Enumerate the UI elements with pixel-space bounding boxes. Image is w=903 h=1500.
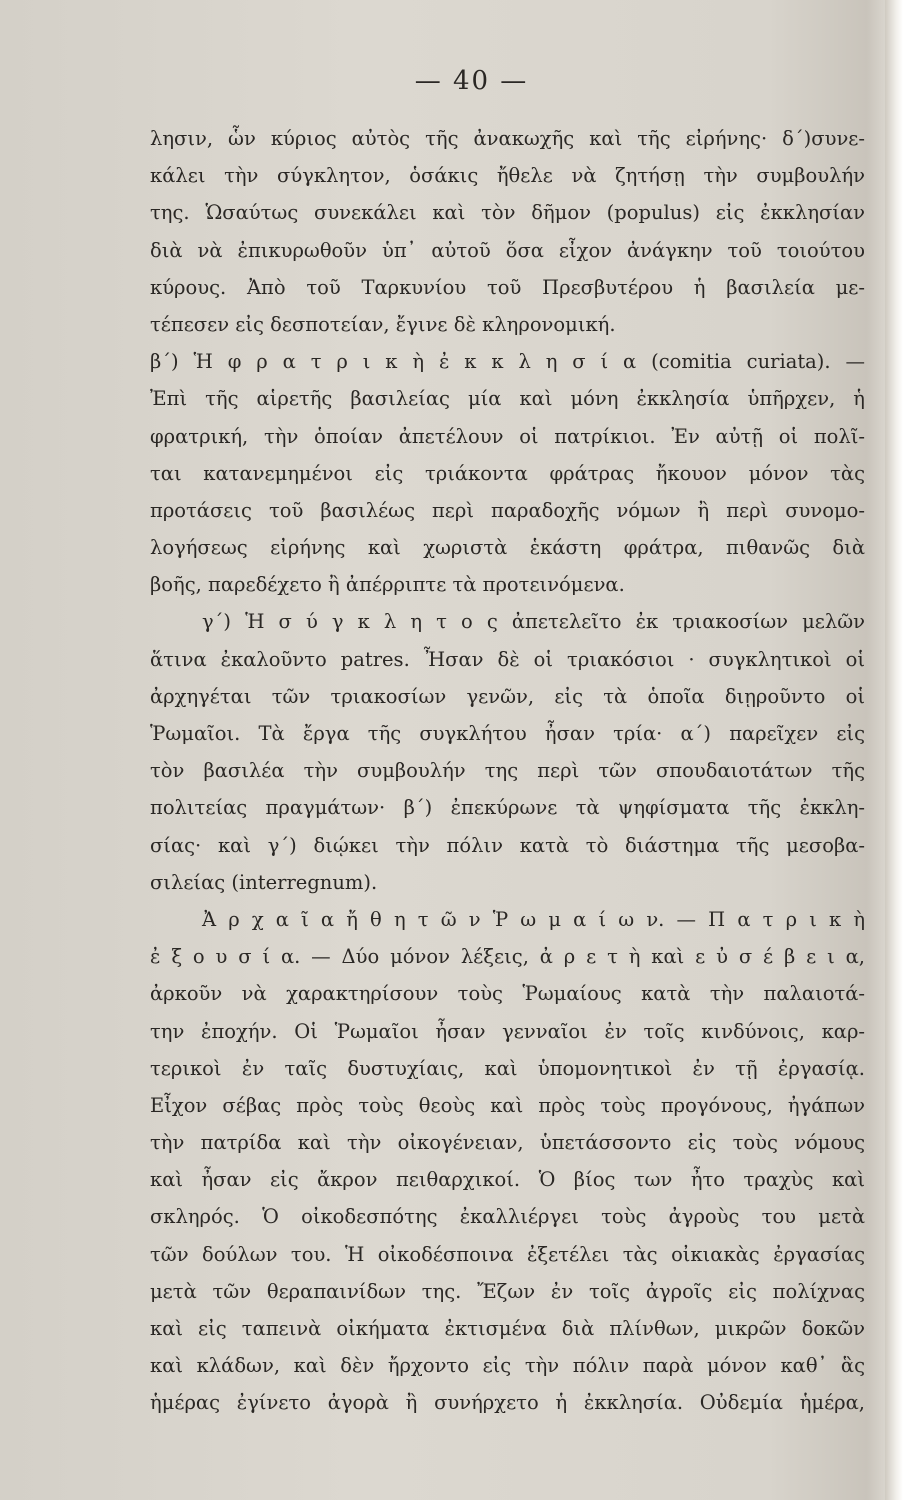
text-line: Ἀ ρ χ α ῖ α ἤ θ η τ ῶ ν Ῥ ω μ α ί ω ν. — Π α τ ρ ι κ ὴ [202, 907, 865, 931]
text-line: τερικοὶ ἐν ταῖς δυστυχίαις, καὶ ὑπομονητικοὶ ἐν τῇ ἐργασίᾳ. [150, 1056, 865, 1080]
page-edge [885, 0, 903, 1500]
text-line: κάλει τὴν σύγκλητον, ὁσάκις ἤθελε νὰ ζητήσῃ τὴν συμβουλήν [150, 164, 865, 188]
text-line: ἅτινα ἐκαλοῦντο patres. Ἦσαν δὲ οἱ τριακόσιοι · συγκλητικοὶ οἱ [150, 647, 865, 671]
text-line: προτάσεις τοῦ βασιλέως περὶ παραδοχῆς νόμων ἢ περὶ συνομο- [150, 498, 865, 522]
text-line: Ῥωμαῖοι. Τὰ ἔργα τῆς συγκλήτου ἦσαν τρία· α΄) παρεῖχεν εἰς [150, 722, 865, 745]
text-line: τέπεσεν εἰς δεσποτείαν, ἔγινε δὲ κληρονομική. [150, 312, 616, 336]
body-text [150, 120, 865, 1422]
text-line: πολιτείας πραγμάτων· β΄) ἐπεκύρωνε τὰ ψηφίσματα τῆς ἐκκλη- [150, 796, 865, 820]
text-line: ἡμέρας ἐγίνετο ἀγορὰ ἢ συνήρχετο ἡ ἐκκλησία. Οὐδεμία ἡμέρα, [150, 1391, 865, 1415]
text-line: τὸν βασιλέα τὴν συμβουλήν της περὶ τῶν σπουδαιοτάτων τῆς [150, 759, 865, 783]
text-line: καὶ κλάδων, καὶ δὲν ἤρχοντο εἰς τὴν πόλιν παρὰ μόνον καθ᾽ ἃς [150, 1354, 865, 1378]
text-line: Ἐπὶ τῆς αἱρετῆς βασιλείας μία καὶ μόνη ἐκκλησία ὑπῆρχεν, ἡ [150, 387, 865, 411]
page-number: — 40 — [414, 66, 529, 96]
text-line: β΄) Ἡ φ ρ α τ ρ ι κ ὴ ἐ κ κ λ η σ ί α (comitia curiata). — [150, 350, 865, 374]
text-line: τῶν δούλων του. Ἡ οἰκοδέσποινα ἐξετέλει τὰς οἰκιακὰς ἐργασίας [150, 1242, 865, 1266]
text-line: τὴν πατρίδα καὶ τὴν οἰκογένειαν, ὑπετάσσοντο εἰς τοὺς νόμους [150, 1131, 865, 1155]
text-line: λογήσεως εἰρήνης καὶ χωριστὰ ἑκάστη φράτρα, πιθανῶς διὰ [150, 536, 865, 560]
text-line: βοῆς, παρεδέχετο ἢ ἀπέρριπτε τὰ προτεινόμενα. [150, 573, 625, 597]
text-line: κύρους. Ἀπὸ τοῦ Ταρκυνίου τοῦ Πρεσβυτέρου ἡ βασιλεία με- [150, 275, 865, 299]
text-line: ται κατανεμημένοι εἰς τριάκοντα φράτρας ἤκουον μόνον τὰς [150, 461, 865, 485]
text-line: καὶ ἦσαν εἰς ἄκρον πειθαρχικοί. Ὁ βίος των ἦτο τραχὺς καὶ [150, 1168, 865, 1192]
text-line: ἀρχηγέται τῶν τριακοσίων γενῶν, εἰς τὰ ὁποῖα διῃροῦντο οἱ [150, 684, 865, 708]
text-line: την ἐποχήν. Οἱ Ῥωμαῖοι ἦσαν γενναῖοι ἐν τοῖς κινδύνοις, καρ- [150, 1019, 865, 1043]
text-line: λησιν, ὧν κύριος αὐτὸς τῆς ἀνακωχῆς καὶ τῆς εἰρήνης· δ΄)συνε- [150, 127, 865, 150]
text-line: φρατρική, τὴν ὁποίαν ἀπετέλουν οἱ πατρίκιοι. Ἐν αὐτῇ οἱ πολῖ- [150, 424, 865, 448]
text-line: ἐ ξ ο υ σ ί α. — Δύο μόνον λέξεις, ἀ ρ ε τ ὴ καὶ ε ὐ σ έ β ε ι α, [150, 945, 865, 969]
text-line: ἀρκοῦν νὰ χαρακτηρίσουν τοὺς Ῥωμαίους κατὰ τὴν παλαιοτά- [150, 982, 865, 1006]
text-line: καὶ εἰς ταπεινὰ οἰκήματα ἐκτισμένα διὰ πλίνθων, μικρῶν δοκῶν [150, 1317, 865, 1340]
text-line: σκληρός. Ὁ οἰκοδεσπότης ἐκαλλιέργει τοὺς ἀγροὺς του μετὰ [150, 1205, 865, 1229]
text-line: σίας· καὶ γ΄) διῴκει τὴν πόλιν κατὰ τὸ διάστημα τῆς μεσοβα- [150, 833, 865, 857]
text-line: μετὰ τῶν θεραπαινίδων της. Ἔζων ἐν τοῖς ἀγροῖς εἰς πολίχνας [150, 1279, 865, 1303]
text-line: σιλείας (interregnum). [150, 870, 378, 894]
text-line: της. Ὡσαύτως συνεκάλει καὶ τὸν δῆμον (populus) εἰς ἐκκλησίαν [150, 201, 865, 225]
text-line: γ΄) Ἡ σ ύ γ κ λ η τ ο ς ἀπετελεῖτο ἐκ τριακοσίων μελῶν [202, 610, 865, 634]
text-line: διὰ νὰ ἐπικυρωθοῦν ὑπ᾽ αὐτοῦ ὅσα εἶχον ἀνάγκην τοῦ τοιούτου [150, 238, 865, 262]
text-line: Εἶχον σέβας πρὸς τοὺς θεοὺς καὶ πρὸς τοὺς προγόνους, ἠγάπων [150, 1093, 865, 1117]
